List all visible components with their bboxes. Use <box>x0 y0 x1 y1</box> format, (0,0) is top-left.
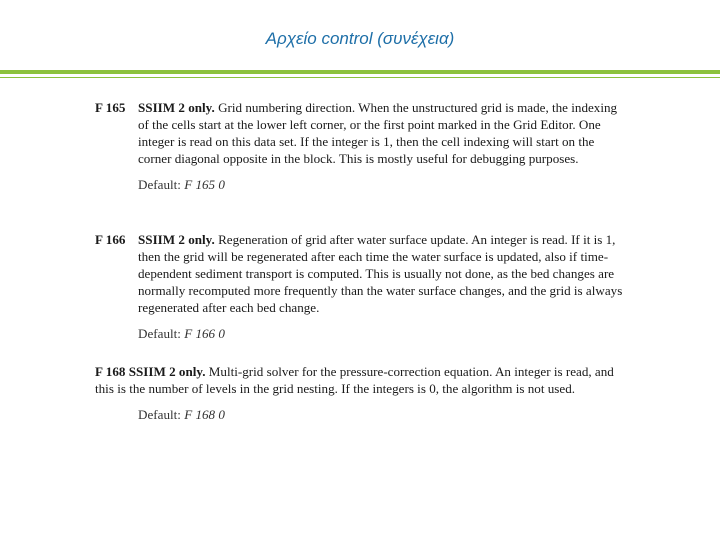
slide-title: Αρχείο control (συνέχεια) <box>265 29 455 48</box>
default-value: F 166 0 <box>184 326 225 341</box>
entry-lead: SSIIM 2 only. <box>138 100 215 115</box>
entry-code: F 165 <box>95 100 126 115</box>
entry-body <box>95 363 625 397</box>
entry-text: Regeneration of grid after water surface update. An integer is read. If it is 1, then the grid will be regenerated after each time the water surface is updated, also if time-dependent sediment transport is computed. This is usually not done, as the bed changes are normally recomputed more frequently than the water surface changes, and the grid is always regenerated after each bed change. <box>138 232 623 315</box>
entry-body <box>138 231 625 316</box>
entry-default <box>138 176 625 193</box>
entry-f166 <box>95 231 625 342</box>
entry-lead: SSIIM 2 only. <box>138 232 215 247</box>
entry-lead: SSIIM 2 only. <box>128 364 206 379</box>
entry-f165 <box>95 99 625 193</box>
title-divider-thick <box>0 70 720 74</box>
title-divider-thin <box>0 77 720 78</box>
entry-code: F 166 <box>95 232 126 247</box>
default-label: Default: <box>138 326 181 341</box>
entry-f168 <box>95 363 625 423</box>
default-value: F 168 0 <box>184 407 225 422</box>
entry-text: Grid numbering direction. When the unstructured grid is made, the indexing of the cells start at the lower left corner, or the first point marked in the Grid Editor. One integer is read on this data set. If the integer is 1, then the cell indexing will start on the corner diagonal opposite in the block. This is mostly useful for debugging purposes. <box>138 100 618 166</box>
entry-body <box>138 99 625 167</box>
default-label: Default: <box>138 407 181 422</box>
entry-text: Multi-grid solver for the pressure-correction equation. An integer is read, and this is the number of levels in the grid nesting. If the integers is 0, the algorithm is not used. <box>95 364 614 396</box>
entry-default <box>138 325 625 342</box>
entry-code: F 168 <box>95 364 126 379</box>
entry-default <box>138 406 625 423</box>
default-label: Default: <box>138 177 181 192</box>
default-value: F 165 0 <box>184 177 225 192</box>
